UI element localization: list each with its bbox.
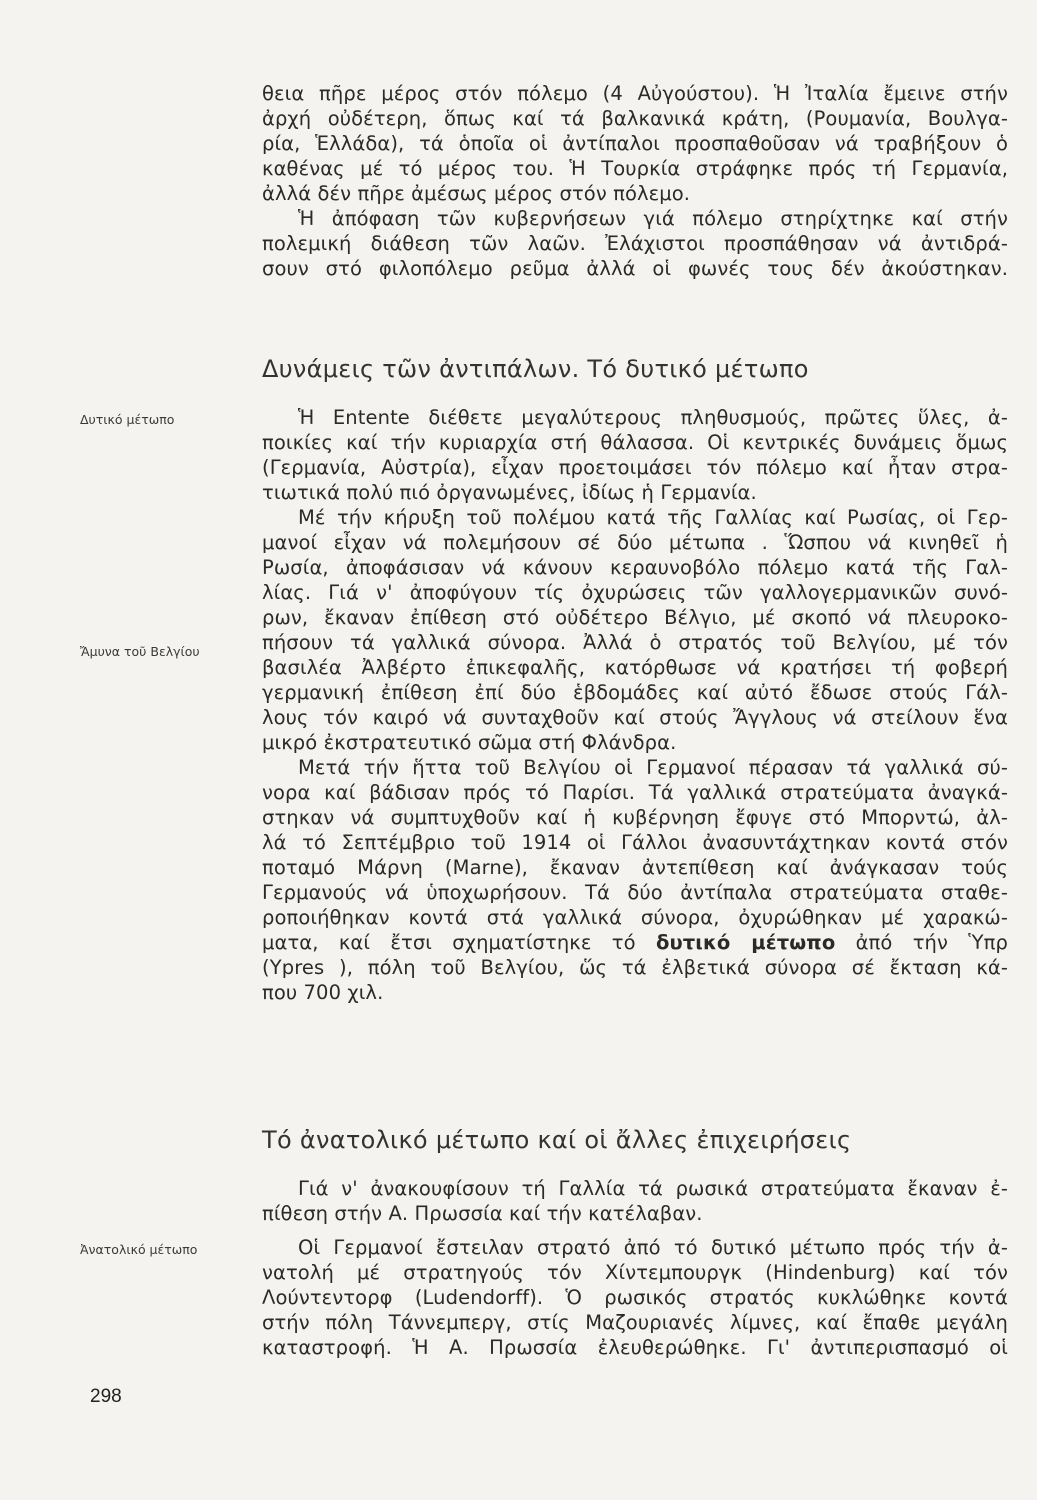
- bold-term-western-front: δυτικό μέτωπο: [655, 931, 836, 954]
- text-line: που 700 χιλ.: [262, 981, 384, 1004]
- text-line: Οἱ Γερμανοί ἔστειλαν στρατό ἀπό τό δυτικό μέτωπο πρός τήν ἀ-: [298, 1236, 1008, 1259]
- text-line: Μετά τήν ἥττα τοῦ Βελγίου οἱ Γερμανοί πέρασαν τά γαλλικά σύ-: [298, 756, 1008, 779]
- text-line: Μέ τήν κήρυξη τοῦ πολέμου κατά τῆς Γαλλίας καί Ρωσίας, οἱ Γερ-: [298, 506, 1008, 529]
- text-line: μανοί εἶχαν νά πολεμήσουν σέ δύο μέτωπα . Ὥσπου νά κινηθεῖ ἡ: [262, 531, 1008, 554]
- text-line: ποταμό Μάρνη (Marne), ἔκαναν ἀντεπίθεση καί ἀνάγκασαν τούς: [262, 856, 1008, 879]
- text-line: λους τόν καιρό νά συνταχθοῦν καί στούς Ἄγγλους νά στείλουν ἕνα: [262, 706, 1008, 729]
- text-line: θεια πῆρε μέρος στόν πόλεμο (4 Αὐγούστου). Ἡ Ἰταλία ἔμεινε στήν: [262, 82, 1008, 105]
- text-line: σουν στό φιλοπόλεμο ρεῦμα ἀλλά οἱ φωνές τους δέν ἀκούστηκαν.: [262, 257, 1008, 280]
- text-line: ροποιήθηκαν κοντά στά γαλλικά σύνορα, ὀχυρώθηκαν μέ χαρακώ-: [262, 906, 1008, 929]
- text-line: πήσουν τά γαλλικά σύνορα. Ἀλλά ὁ στρατός τοῦ Βελγίου, μέ τόν: [262, 631, 1008, 654]
- text-line: Γιά ν' ἀνακουφίσουν τή Γαλλία τά ρωσικά στρατεύματα ἔκαναν ἐ-: [298, 1177, 1008, 1200]
- text-line: λίας. Γιά ν' ἀποφύγουν τίς ὀχυρώσεις τῶν γαλλογερμανικῶν συνό-: [262, 581, 1008, 604]
- text-line: πολεμική διάθεση τῶν λαῶν. Ἐλάχιστοι προσπάθησαν νά ἀντιδρά-: [262, 232, 1008, 255]
- text-fragment: ἀπό τήν Ὑπρ: [855, 931, 1008, 954]
- text-line: λά τό Σεπτέμβριο τοῦ 1914 οἱ Γάλλοι ἀνασυντάχτηκαν κοντά στόν: [262, 831, 1008, 854]
- text-line: νατολή μέ στρατηγούς τόν Χίντεμπουργκ (Hindenburg) καί τόν: [262, 1261, 1008, 1284]
- section-heading: Τό ἀνατολικό μέτωπο καί οἱ ἄλλες ἐπιχειρήσεις: [262, 1126, 852, 1154]
- text-line: ρία, Ἑλλάδα), τά ὁποῖα οἱ ἀντίπαλοι προσπαθοῦσαν νά τραβήξουν ὁ: [262, 132, 1008, 155]
- text-line: ἀρχή οὐδέτερη, ὅπως καί τά βαλκανικά κράτη, (Ρουμανία, Βουλγα-: [262, 107, 1008, 130]
- text-line: καθένας μέ τό μέρος του. Ἡ Τουρκία στράφηκε πρός τή Γερμανία,: [262, 157, 1008, 180]
- margin-note-eastern-front: Ἀνατολικό μέτωπο: [80, 1242, 198, 1257]
- text-line: Ρωσία, ἀποφάσισαν νά κάνουν κεραυνοβόλο πόλεμο κατά τῆς Γαλ-: [262, 556, 1008, 579]
- text-line: μικρό ἐκστρατευτικό σῶμα στή Φλάνδρα.: [262, 731, 677, 754]
- text-line: (Γερμανία, Αὐστρία), εἶχαν προετοιμάσει τόν πόλεμο καί ἦταν στρα-: [262, 456, 1008, 479]
- text-line: γερμανική ἐπίθεση ἐπί δύο ἑβδομάδες καί αὐτό ἔδωσε στούς Γάλ-: [262, 681, 1008, 704]
- margin-note-western-front: Δυτικό μέτωπο: [80, 412, 175, 427]
- margin-note-belgium-defense: Ἄμυνα τοῦ Βελγίου: [80, 644, 200, 659]
- text-line: Γερμανούς νά ὑποχωρήσουν. Τά δύο ἀντίπαλα στρατεύματα σταθε-: [262, 881, 1008, 904]
- text-line: ρων, ἔκαναν ἐπίθεση στό οὐδέτερο Βέλγιο, μέ σκοπό νά πλευροκο-: [262, 606, 1008, 629]
- text-line: ποικίες καί τήν κυριαρχία στή θάλασσα. Οἱ κεντρικές δυνάμεις ὅμως: [262, 431, 1008, 454]
- text-line: Λούντεντορφ (Ludendorff). Ὁ ρωσικός στρατός κυκλώθηκε κοντά: [262, 1286, 1008, 1309]
- page-number: 298: [90, 1386, 122, 1407]
- text-line: στηκαν νά συμπτυχθοῦν καί ἡ κυβέρνηση ἔφυγε στό Μπορντώ, ἀλ-: [262, 806, 1008, 829]
- section-heading: Δυνάμεις τῶν ἀντιπάλων. Τό δυτικό μέτωπο: [262, 355, 809, 383]
- text-line: Ἡ ἀπόφαση τῶν κυβερνήσεων γιά πόλεμο στηρίχτηκε καί στήν: [298, 207, 1008, 230]
- text-line: στήν πόλη Τάννεμπεργ, στίς Μαζουριανές λίμνες, καί ἔπαθε μεγάλη: [262, 1311, 1008, 1334]
- text-line: καταστροφή. Ἡ Α. Πρωσσία ἐλευθερώθηκε. Γι' ἀντιπερισπασμό οἱ: [262, 1336, 1008, 1359]
- text-line: Ἡ Entente διέθετε μεγαλύτερους πληθυσμούς, πρῶτες ὕλες, ἀ-: [298, 406, 1008, 429]
- text-line: βασιλέα Ἀλβέρτο ἐπικεφαλῆς, κατόρθωσε νά κρατήσει τή φοβερή: [262, 656, 1008, 679]
- text-line: τιωτικά πολύ πιό ὀργανωμένες, ἰδίως ἡ Γερμανία.: [262, 481, 757, 504]
- text-line: πίθεση στήν Α. Πρωσσία καί τήν κατέλαβαν.: [262, 1202, 703, 1225]
- text-fragment: ματα, καί ἔτσι σχηματίστηκε τό: [262, 931, 636, 954]
- text-line: (Ypres ), πόλη τοῦ Βελγίου, ὥς τά ἐλβετικά σύνορα σέ ἔκταση κά-: [262, 956, 1008, 979]
- text-line: ἀλλά δέν πῆρε ἀμέσως μέρος στόν πόλεμο.: [262, 182, 691, 205]
- text-line-with-bold-term: [262, 930, 1008, 955]
- text-line: νορα καί βάδισαν πρός τό Παρίσι. Τά γαλλικά στρατεύματα ἀναγκά-: [262, 781, 1008, 804]
